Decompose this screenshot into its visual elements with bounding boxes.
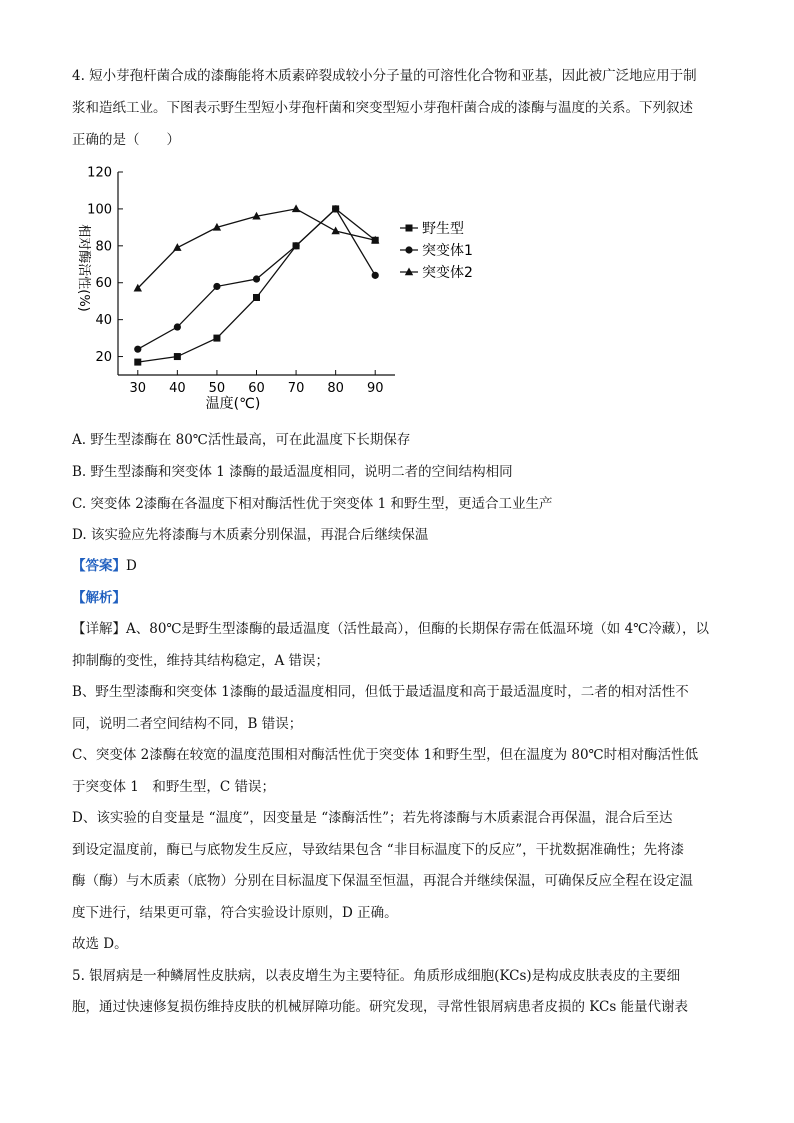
analysis-text-1: A、80℃是野生型漆酶的最适温度（活性最高），但酶的长期保存需在低温环境（如 4℃冷藏），以 <box>126 621 710 637</box>
legend-label: 野生型 <box>422 221 464 237</box>
x-tick-label: 30 <box>129 381 147 396</box>
y-axis-label: 相对酶活性(%) <box>76 224 91 312</box>
analysis-line-5: C、突变体 2漆酶在较宽的温度范围相对酶活性优于突变体 1和野生型，但在温度为 80℃时相对酶活性低 <box>72 747 699 763</box>
legend-marker <box>405 246 412 253</box>
series-1 <box>134 205 378 365</box>
data-point <box>292 204 300 212</box>
data-point <box>213 335 220 342</box>
analysis-line-4: 同，说明二者空间结构不同，B 错误； <box>72 716 303 732</box>
data-point <box>174 353 181 360</box>
option-a: A. 野生型漆酶在 80℃活性最高，可在此温度下长期保存 <box>72 432 411 448</box>
data-point <box>253 294 260 301</box>
analysis-tag-row <box>72 588 732 608</box>
analysis-line-10: 度下进行，结果更可靠，符合实验设计原则，D 正确。 <box>72 905 398 921</box>
x-tick-label: 70 <box>287 381 305 396</box>
enzyme-activity-chart <box>60 160 510 415</box>
analysis-line-1 <box>72 619 732 639</box>
option-c: C. 突变体 2漆酶在各温度下相对酶活性优于突变体 1 和野生型，更适合工业生产 <box>72 496 553 512</box>
data-point <box>331 227 339 235</box>
data-point <box>173 243 181 251</box>
data-point <box>253 275 260 282</box>
y-tick-label: 20 <box>95 350 112 366</box>
x-tick-label: 40 <box>169 381 186 396</box>
y-tick-label: 120 <box>87 165 112 181</box>
y-tick-label: 100 <box>87 202 112 218</box>
data-point <box>213 283 220 290</box>
question-4-stem-line-2: 浆和造纸工业。下图表示野生型短小芽孢杆菌和突变型短小芽孢杆菌合成的漆酶与温度的关系。下列叙述 <box>72 100 693 116</box>
x-axis-label: 温度(℃) <box>205 396 261 412</box>
data-point <box>332 205 339 212</box>
analysis-line-11: 故选 D。 <box>72 936 128 952</box>
data-point <box>134 346 141 353</box>
x-tick-label: 90 <box>366 381 384 396</box>
analysis-line-7: D、该实验的自变量是 “温度”，因变量是 “漆酶活性”；若先将漆酶与木质素混合再保温，混合后至达 <box>72 810 673 826</box>
analysis-line-6: 于突变体 1 和野生型，C 错误； <box>72 779 276 795</box>
x-tick-label: 60 <box>248 381 265 396</box>
analysis-line-2: 抑制酶的变性，维持其结构稳定，A 错误； <box>72 653 330 669</box>
analysis-tag: 【解析】 <box>72 590 126 606</box>
analysis-line-9: 酶（酶）与木质素（底物）分别在目标温度下保温至恒温，再混合并继续保温，可确保反应全程在设定温 <box>72 873 693 889</box>
chart-legend <box>400 220 473 281</box>
legend-marker <box>406 225 413 232</box>
analysis-line-8: 到设定温度前，酶已与底物发生反应，导致结果包含 “非目标温度下的反应”，干扰数据准确性；先将漆 <box>72 842 685 858</box>
question-4-stem-line-1: 4. 短小芽孢杆菌合成的漆酶能将木质素碎裂成较小分子量的可溶性化合物和亚基，因此被广泛地应用于制 <box>72 68 697 84</box>
answer-value: D <box>126 558 137 574</box>
detail-tag: 【详解】 <box>72 621 126 637</box>
x-tick-label: 50 <box>208 381 226 396</box>
question-4-stem-line-3: 正确的是（ ） <box>72 132 180 148</box>
answer-tag: 【答案】 <box>72 558 126 574</box>
question-5-line-1: 5. 银屑病是一种鳞屑性皮肤病，以表皮增生为主要特征。角质形成细胞(KCs)是构成皮肤表皮的主要细 <box>72 968 681 984</box>
question-5-line-2: 胞，通过快速修复损伤维持皮肤的机械屏障功能。研究发现，寻常性银屑病患者皮损的 KCs 能量代谢表 <box>72 999 689 1015</box>
data-point <box>134 359 141 366</box>
series-2 <box>134 205 379 352</box>
option-d: D. 该实验应先将漆酶与木质素分别保温，再混合后继续保温 <box>72 527 429 543</box>
y-tick-label: 80 <box>95 239 112 255</box>
chart-series <box>134 204 380 365</box>
legend-label: 突变体1 <box>422 243 473 259</box>
y-tick-label: 60 <box>95 276 112 292</box>
data-point <box>372 272 379 279</box>
y-tick-label: 40 <box>95 313 112 329</box>
chart-ticks <box>87 166 383 397</box>
data-point <box>292 242 299 249</box>
legend-label: 突变体2 <box>422 265 473 281</box>
data-point <box>174 323 181 330</box>
x-tick-label: 80 <box>327 381 344 396</box>
answer-row <box>72 556 732 576</box>
chart-axes <box>118 172 395 375</box>
option-b: B. 野生型漆酶和突变体 1 漆酶的最适温度相同，说明二者的空间结构相同 <box>72 464 513 480</box>
analysis-line-3: B、野生型漆酶和突变体 1漆酶的最适温度相同，但低于最适温度和高于最适温度时，二者的相对活性不 <box>72 684 689 700</box>
